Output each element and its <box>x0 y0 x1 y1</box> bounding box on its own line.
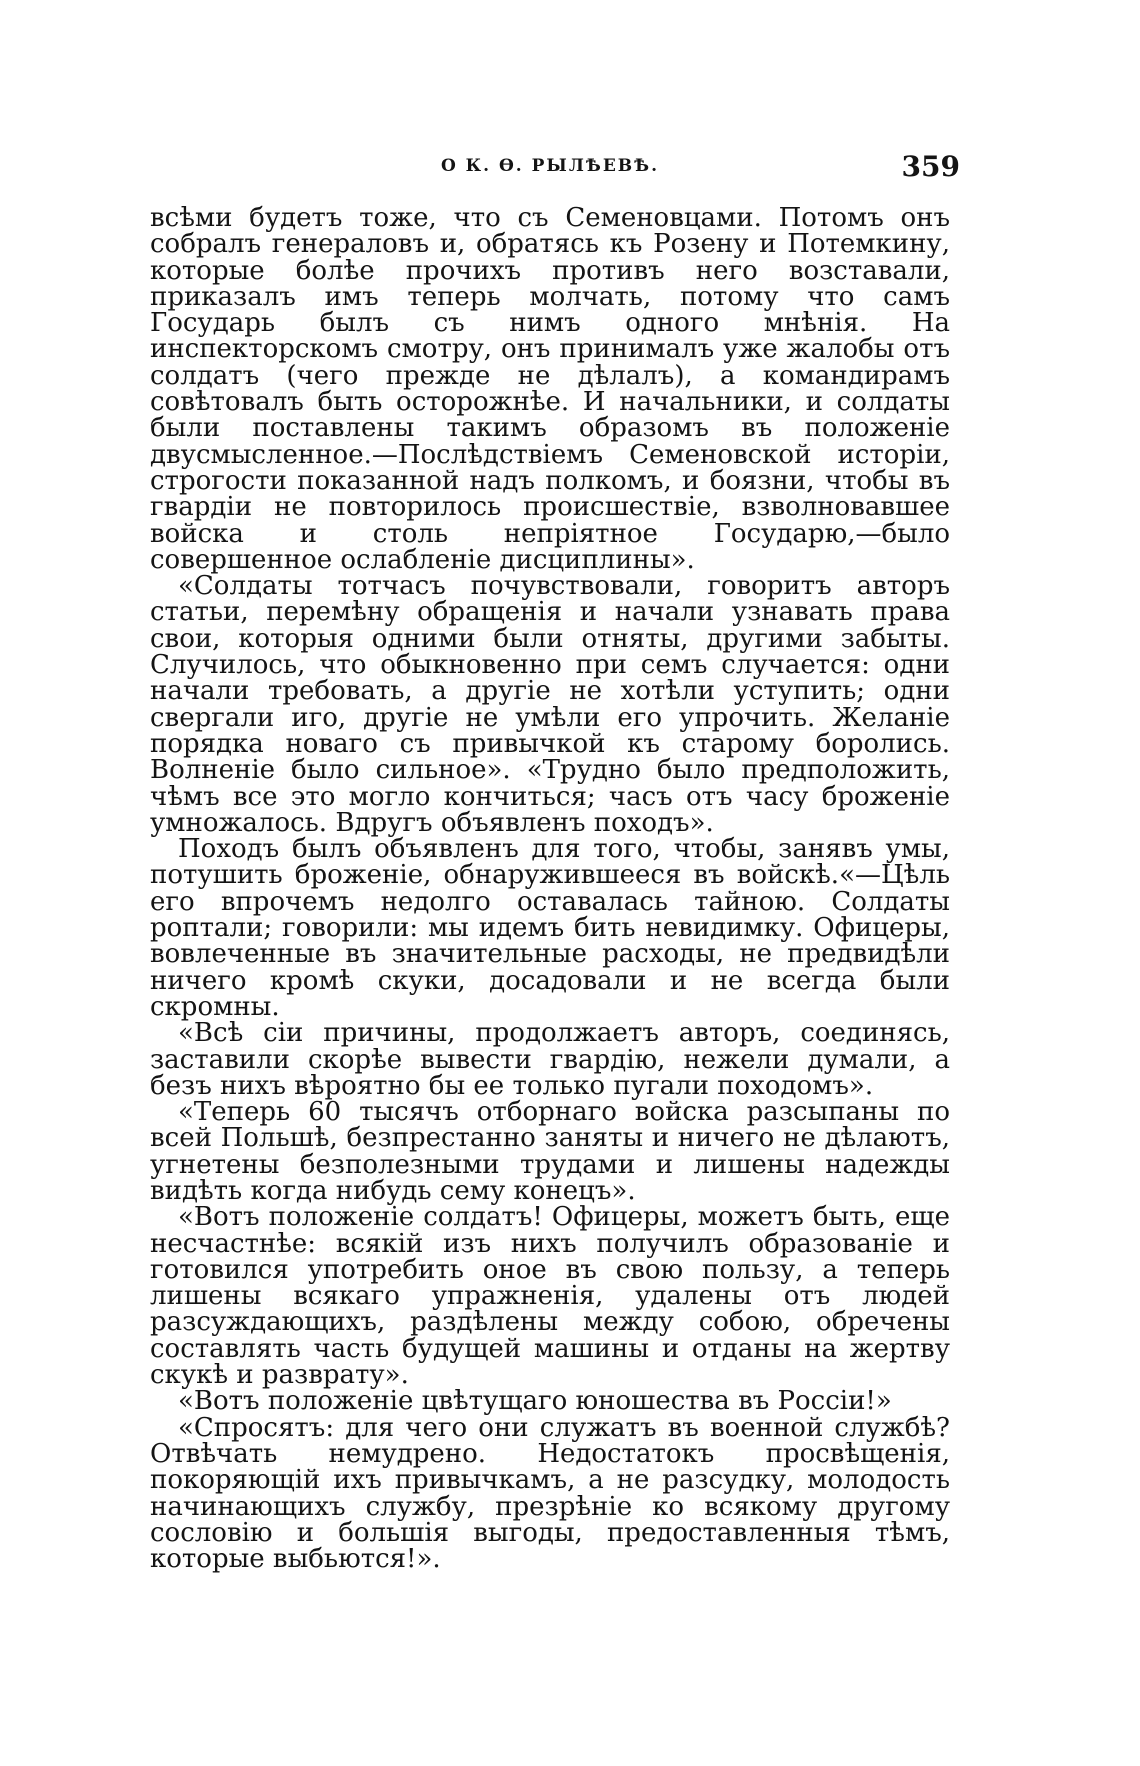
paragraph-8: «Спросятъ: для чего они служатъ въ военной службѣ? Отвѣчать немудрено. Недостатокъ просвѣщенія, покоряющій ихъ привычкамъ, а не разсудку, молодость начинающихъ службу, презрѣніе ко всякому другому сословію и большія выгоды, предоставленныя тѣмъ, которые выбьются!». <box>150 1412 950 1575</box>
paragraph-7: «Вотъ положеніе цвѣтущаго юношества въ Россіи!» <box>178 1386 892 1417</box>
paragraph-2: «Солдаты тотчасъ почувствовали, говоритъ авторъ статьи, перемѣну обращенія и начали узнавать права свои, которыя одними были отняты, другими забыты. Случилось, что обыкновенно при семъ случается: одни начали требовать, а другіе не хотѣли уступить; одни свергали иго, другіе не умѣли его упрочить. Желаніе порядка новаго съ привычкой къ старому боролись. Волненіе было сильное». «Трудно было предположить, чѣмъ все это могло кончиться; часъ отъ часу броженіе умножалось. Вдругъ объявленъ походъ». <box>150 571 950 838</box>
paragraph-1: всѣми будетъ тоже, что съ Семеновцами. Потомъ онъ собралъ генераловъ и, обратясь къ Розену и Потемкину, которые болѣе прочихъ противъ него возставали, приказалъ имъ теперь молчать, потому что самъ Государь былъ съ нимъ одного мнѣнія. На инспекторскомъ смотру, онъ принималъ уже жалобы отъ солдатъ (чего прежде не дѣлалъ), а командирамъ совѣтовалъ быть осторожнѣе. И начальники, и солдаты были поставлены такимъ образомъ въ положеніе двусмысленное.—Послѣдствіемъ Семеновской исторіи, строгости показанной надъ полкомъ, и боязни, чтобы въ гвардіи не повторилось происшествіе, взволновавшее войска и столь непріятное Государю,—было совершенное ослабленіе дисциплины». <box>150 203 950 575</box>
paragraph-4: «Всѣ сіи причины, продолжаетъ авторъ, соединясь, заставили скорѣе вывести гвардію, нежели думали, а безъ нихъ вѣроятно бы ее только пугали походомъ». <box>150 1018 950 1101</box>
running-title: О К. Ѳ. РЫЛѢЕВѢ. <box>440 156 660 176</box>
paragraph-5: «Теперь 60 тысячъ отборнаго войска разсыпаны по всей Польшѣ, безпрестанно заняты и ничего не дѣлаютъ, угнетены безполезными трудами и лишены надежды видѣть когда нибудь сему конецъ». <box>150 1097 950 1206</box>
paragraph-6: «Вотъ положеніе солдатъ! Офицеры, можетъ быть, еще несчастнѣе: всякій изъ нихъ получилъ образованіе и готовился употребить оное въ свою пользу, а теперь лишены всякаго упражненія, удалены отъ людей разсуждающихъ, раздѣлены между собою, обречены составлять часть будущей машины и отданы на жертву скукѣ и разврату». <box>150 1202 950 1391</box>
page-number: 359 <box>901 150 960 183</box>
paragraph-3: Походъ былъ объявленъ для того, чтобы, занявъ умы, потушить броженіе, обнаружившееся въ войскѣ.«—Цѣль его впрочемъ недолго оставалась тайною. Солдаты роптали; говорили: мы идемъ бить невидимку. Офицеры, вовлеченные въ значительные расходы, не предвидѣли ничего кромѣ скуки, досадовали и не всегда были скромны. <box>150 834 950 1022</box>
page-header <box>150 150 960 186</box>
body-text <box>150 203 950 1575</box>
